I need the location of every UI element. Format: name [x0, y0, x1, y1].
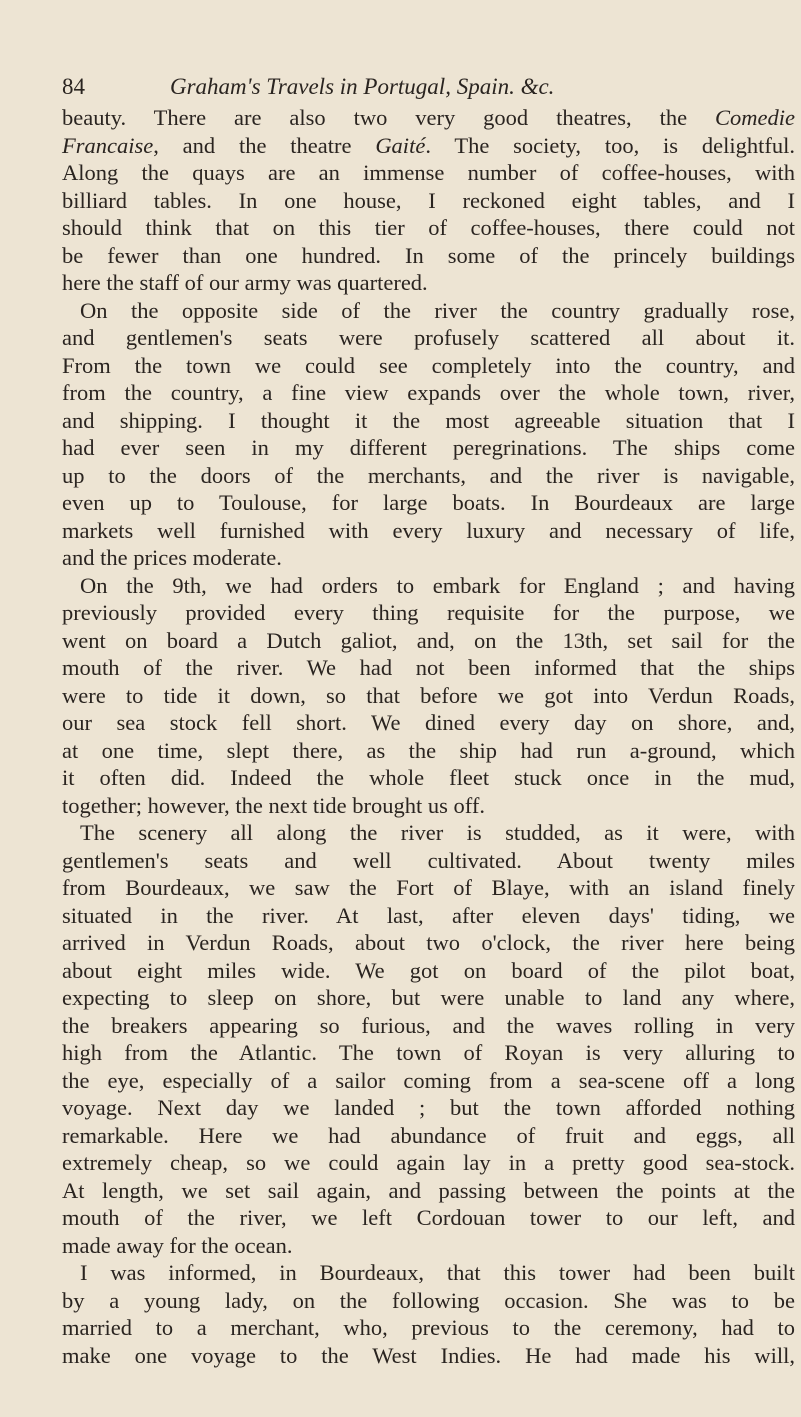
italic-text: Francaise — [62, 132, 154, 158]
text-line — [62, 1177, 795, 1205]
text-segment: . The society, too, is delightful. — [425, 132, 795, 158]
text-line — [62, 242, 795, 270]
text-segment: here the staff of our army was quartered. — [62, 270, 428, 295]
text-line — [62, 1067, 795, 1095]
text-segment: From the town we could see completely into the country, and — [62, 352, 795, 378]
text-segment: and gentlemen's seats were profusely scattered all about it. — [62, 325, 795, 350]
text-segment: from Bourdeaux, we saw the Fort of Blaye, with an island finely — [62, 875, 795, 900]
text-segment: remarkable. Here we had abundance of fruit and eggs, all — [62, 1122, 795, 1148]
text-line — [62, 462, 795, 490]
text-line — [62, 1259, 795, 1287]
text-line — [62, 1314, 795, 1342]
text-segment: make one voyage to the West Indies. He had made his will, — [62, 1342, 795, 1368]
text-line — [62, 709, 795, 737]
text-line — [62, 1012, 795, 1040]
text-segment: markets well furnished with every luxury and necessary of life, — [62, 517, 795, 543]
text-segment: and the prices moderate. — [62, 545, 282, 570]
text-segment: about eight miles wide. We got on board of the pilot boat, — [62, 957, 795, 983]
text-segment: at one time, slept there, as the ship had run a-ground, which — [62, 737, 795, 763]
text-segment: be fewer than one hundred. In some of the princely buildings — [62, 242, 795, 268]
text-segment: gentlemen's seats and well cultivated. About twenty miles — [62, 847, 795, 873]
text-line — [62, 682, 795, 710]
text-segment: from the country, a fine view expands over the whole town, river, — [62, 380, 795, 405]
text-segment: had ever seen in my different peregrinations. The ships come — [62, 435, 795, 460]
text-line — [62, 352, 795, 380]
text-line — [62, 929, 795, 957]
text-line — [62, 132, 795, 160]
text-line — [62, 737, 795, 765]
text-line — [62, 1094, 795, 1122]
text-line — [62, 1287, 795, 1315]
text-line — [62, 792, 795, 820]
text-line — [62, 572, 795, 600]
text-segment: Along the quays are an immense number of coffee-houses, with — [62, 160, 795, 185]
text-segment: together; however, the next tide brought us off. — [62, 792, 485, 818]
text-line — [62, 957, 795, 985]
text-line — [62, 627, 795, 655]
italic-text: Gaité — [375, 132, 426, 158]
text-line — [62, 159, 795, 187]
text-segment: it often did. Indeed the whole fleet stuck once in the mud, — [62, 765, 795, 790]
text-line — [62, 517, 795, 545]
text-segment: the eye, especially of a sailor coming from a sea-scene off a long — [62, 1067, 795, 1093]
text-segment: The scenery all along the river is studded, as it were, with — [80, 820, 795, 845]
text-line — [62, 297, 795, 325]
text-segment: the breakers appearing so furious, and the waves rolling in very — [62, 1012, 795, 1038]
text-segment: married to a merchant, who, previous to the ceremony, had to — [62, 1315, 795, 1340]
text-segment: extremely cheap, so we could again lay in a pretty good sea-stock. — [62, 1150, 795, 1175]
text-line — [62, 104, 795, 132]
text-line — [62, 654, 795, 682]
text-segment: went on board a Dutch galiot, and, on the 13th, set sail for the — [62, 627, 795, 653]
text-line — [62, 489, 795, 517]
text-line — [62, 269, 795, 297]
text-segment: voyage. Next day we landed ; but the town afforded nothing — [62, 1095, 795, 1120]
text-line — [62, 379, 795, 407]
text-segment: were to tide it down, so that before we got into Verdun Roads, — [62, 682, 795, 708]
text-line — [62, 1342, 795, 1370]
text-segment: previously provided every thing requisite for the purpose, we — [62, 600, 795, 625]
running-title: Graham's Travels in Portugal, Spain. &c. — [170, 74, 555, 99]
text-segment: On the 9th, we had orders to embark for England ; and having — [80, 572, 795, 598]
text-segment: high from the Atlantic. The town of Royan is very alluring to — [62, 1040, 795, 1065]
text-line — [62, 544, 795, 572]
text-segment: arrived in Verdun Roads, about two o'clock, the river here being — [62, 930, 795, 955]
text-segment: beauty. There are also two very good theatres, the — [62, 105, 716, 130]
text-line — [62, 599, 795, 627]
text-line — [62, 1122, 795, 1150]
text-segment: , and the theatre — [153, 132, 376, 158]
text-segment: by a young lady, on the following occasion. She was to be — [62, 1287, 795, 1313]
text-segment: our sea stock fell short. We dined every day on shore, and, — [62, 710, 795, 735]
text-line — [62, 874, 795, 902]
italic-text: Comedie — [715, 105, 795, 130]
text-segment: and shipping. I thought it the most agreeable situation that I — [62, 407, 795, 433]
page-number: 84 — [62, 74, 85, 99]
text-line — [62, 1232, 795, 1260]
text-line — [62, 214, 795, 242]
text-line — [62, 902, 795, 930]
text-segment: even up to Toulouse, for large boats. In Bourdeaux are large — [62, 490, 795, 515]
text-line — [62, 819, 795, 847]
text-line — [62, 324, 795, 352]
text-segment: made away for the ocean. — [62, 1232, 293, 1258]
text-line — [62, 1039, 795, 1067]
running-header — [62, 74, 795, 104]
text-segment: up to the doors of the merchants, and the river is navigable, — [62, 462, 795, 488]
text-line — [62, 1204, 795, 1232]
text-line — [62, 984, 795, 1012]
body-text — [62, 104, 795, 1369]
text-line — [62, 187, 795, 215]
text-segment: billiard tables. In one house, I reckoned eight tables, and I — [62, 187, 795, 213]
text-line — [62, 407, 795, 435]
text-segment: expecting to sleep on shore, but were unable to land any where, — [62, 985, 795, 1010]
text-segment: mouth of the river, we left Cordouan tower to our left, and — [62, 1205, 795, 1230]
text-segment: At length, we set sail again, and passing between the points at the — [62, 1177, 795, 1203]
text-segment: should think that on this tier of coffee-houses, there could not — [62, 215, 795, 240]
text-segment: situated in the river. At last, after eleven days' tiding, we — [62, 902, 795, 928]
text-line — [62, 1149, 795, 1177]
text-segment: I was informed, in Bourdeaux, that this tower had been built — [80, 1260, 795, 1285]
text-segment: mouth of the river. We had not been informed that the ships — [62, 655, 795, 680]
text-line — [62, 434, 795, 462]
text-segment: On the opposite side of the river the country gradually rose, — [80, 297, 795, 323]
text-line — [62, 847, 795, 875]
text-line — [62, 764, 795, 792]
